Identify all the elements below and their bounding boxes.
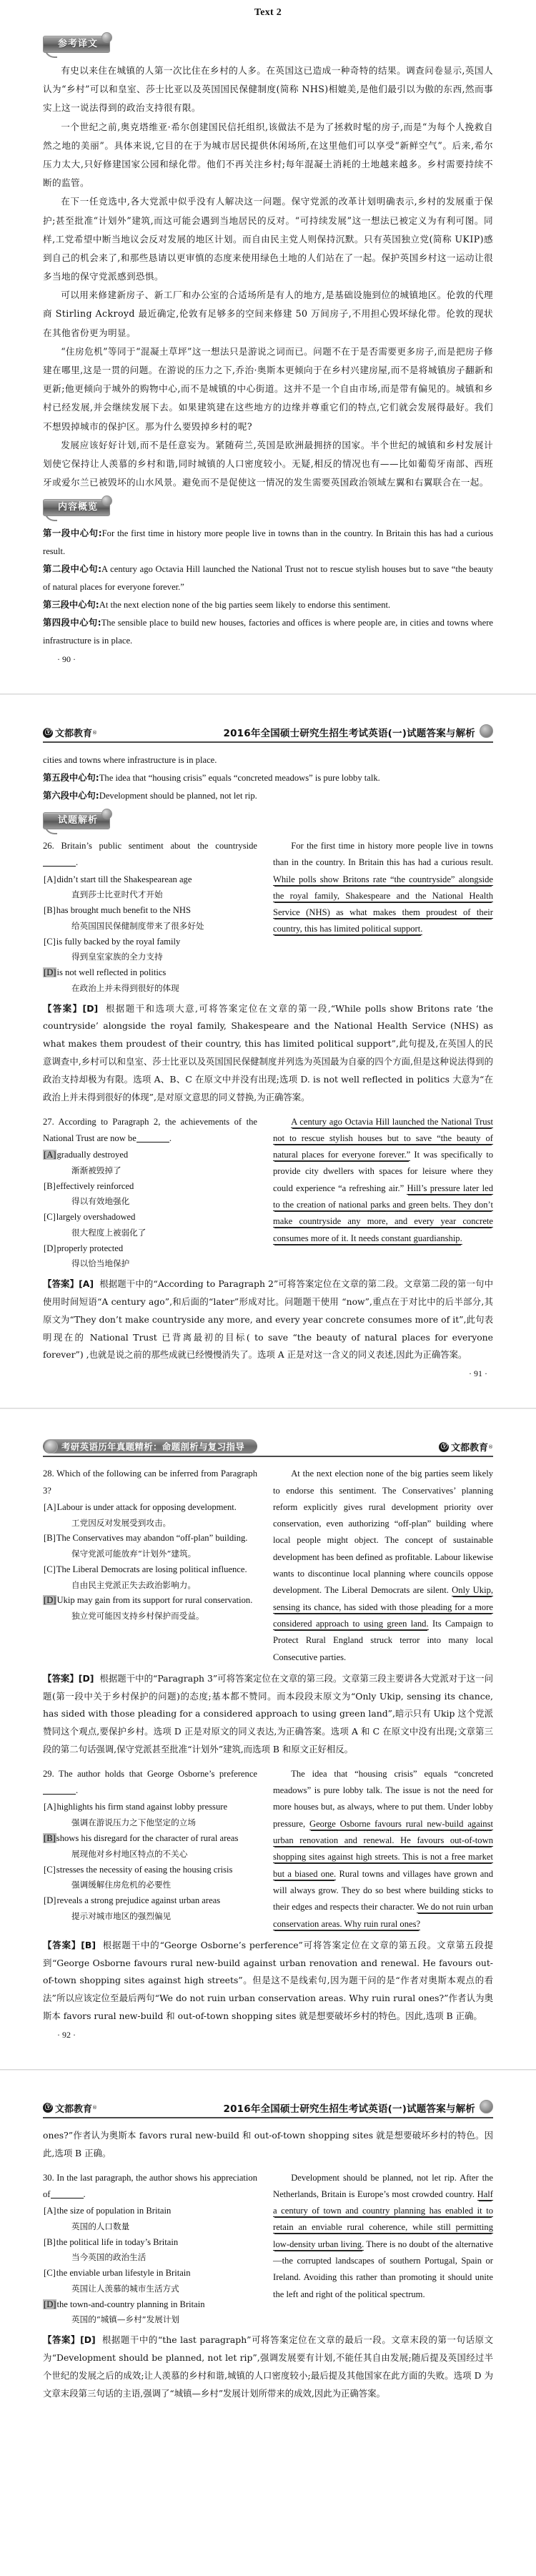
outline-sep: : xyxy=(97,618,101,628)
page-gap xyxy=(0,1409,536,1435)
option-a-translation: 工党因反对发展受到攻击。 xyxy=(71,1517,172,1528)
outline-label: 第三段中心句 xyxy=(43,600,96,611)
page-gap xyxy=(0,1382,536,1408)
option-d-translation: 提示对城市地区的强烈偏见 xyxy=(71,1910,172,1921)
page-gap xyxy=(0,668,536,694)
answer-explanation-27 xyxy=(43,1275,493,1364)
option-text: highlights his firm stand against lobby pressure xyxy=(56,1802,228,1812)
badge-dot-icon xyxy=(101,495,112,506)
outline-label: 第五段中心句 xyxy=(43,773,96,784)
outline-item xyxy=(43,596,493,614)
running-head-title xyxy=(223,723,493,739)
option-text: gradually destroyed xyxy=(56,1150,129,1160)
option-d[interactable] xyxy=(43,1892,257,1909)
option-tag-selected: [B] xyxy=(44,1832,56,1843)
outline-item xyxy=(43,561,493,596)
question-block-26 xyxy=(43,838,493,996)
option-tag: [B] xyxy=(44,1180,56,1191)
page-number: · 92 · xyxy=(57,2029,76,2040)
option-b[interactable] xyxy=(43,1830,257,1847)
outline-sep: : xyxy=(95,600,99,611)
option-text: stresses the necessity of easing the housing crisis xyxy=(56,1864,233,1875)
outline-text: cities and towns where infrastructure is in place. xyxy=(43,755,217,766)
answer-explanation-30 xyxy=(43,2331,493,2402)
outline-text: For the first time in history more people live in towns than in the country. In Britain this has had a curious result. xyxy=(43,528,493,557)
question-right-column xyxy=(273,1766,493,1933)
source-passage xyxy=(273,1114,493,1247)
option-tag: [C] xyxy=(44,936,56,947)
option-text: the political life in today’s Britain xyxy=(56,2236,179,2247)
outline-item xyxy=(43,525,493,561)
translation-paragraph: “住房危机”等同于“混凝土草坪”这一想法只是游说之词而已。问题不在于是否需要更多房子,而是把房子修建在哪里,这是一贯的问题。在游说的压力之下,乔治·奥斯本更倾向于在乡村兴建房屋,而不是将城镇房子翻新和更新;他更倾向于城外的购物中心,而不是城镇的中心街道。这并不是一个自由市场,而是带有偏见的。城镇和乡村已经发展,并会继续发展下去。如果建筑建在这些地方的边缘并尊重它们的特点,它们就会发展得最好。我们不想毁掉城市的保护区。那为什么要毁掉乡村的呢? xyxy=(43,345,493,432)
option-text: The Liberal Democrats are losing political influence. xyxy=(56,1564,247,1574)
answer-label: 【答案】 xyxy=(43,1672,79,1684)
option-a-translation: 直到莎士比亚时代才开始 xyxy=(71,889,163,900)
page-gap xyxy=(0,695,536,721)
translation-paragraph: 在下一任竞选中,各大党派中似乎没有人解决这一问题。保守党派的改革计划明确表示,乡村的发展重于保护;甚至批准“计划外”建筑,而这可能会遇到当地居民的反对。“可持续发展”这一想法已被定义为有利可图。同样,工党希望中断当地议会反对发展的地区计划。而自由民主党人则保持沉默。只有英国独立党(简称 UKIP)感到自己的机会来了,和那些恳请以更审慎的态度来使用绿色土地的人们站在了一起。保护英国乡村这一运动让很多当地的保守党派感到恐惧。 xyxy=(43,196,493,282)
badge-translation-label: 参考译文 xyxy=(58,39,99,49)
answer-blank xyxy=(43,866,76,867)
option-b-translation: 保守党派可能放弃“计划外”建筑。 xyxy=(71,1549,197,1559)
badge-dot-icon xyxy=(101,32,112,43)
page-93 xyxy=(0,2096,536,2403)
running-head-title-text: 2016年全国硕士研究生招生考试英语(一)试题答案与解析 xyxy=(223,728,475,740)
outline-sep: : xyxy=(98,528,102,539)
passage-highlight: Hill’s pressure later led to the creation of national parks and green belts. They don’t make countryside any more, and every year concrete consumes more of it. It needs constant guardianship. xyxy=(273,1183,494,1243)
question-stem xyxy=(43,838,257,872)
option-tag: [C] xyxy=(44,1864,56,1875)
answer-label: 【答案】 xyxy=(43,1939,81,1950)
option-tag: [D] xyxy=(44,1243,56,1253)
option-c[interactable] xyxy=(43,1209,257,1225)
passage-highlight: George Osborne favours rural new-build against urban renovation and renewal. He favours out-of-town shopping sites against high streets. This is not a free market but a biased one. xyxy=(273,1818,493,1879)
badge-overview-wrap xyxy=(43,499,493,520)
question-block-27 xyxy=(43,1114,493,1272)
answer-explanation-29-continued: ones?”作者认为奥斯本 favors rural new-build 和 out-of-town shopping sites 就是想要破坏乡村的特色。因此,选项 B 正确。 xyxy=(43,2129,493,2158)
question-left-column xyxy=(43,838,257,996)
option-text: reveals a strong prejudice against urban areas xyxy=(56,1895,221,1906)
option-d-translation: 独立党可能因支持乡村保护而受益。 xyxy=(71,1611,204,1622)
answer-body: 根据题干中的“George Osborne’s perference”可将答案定位在文章的第五段。文章第五段提到“George Osborne favours rural new-build against urban renovation and renewal. He favours out-of-town shopping sites against high streets”。但是这不是线索句,因为题干问的是“作者对奥斯本观点的看法”所以应该定位至最后两句“We do not ruin urban conservation areas. Why ruin rural ones?”作者认为奥斯本 favors rural new-build 和 out-of-town shopping sites 就是想要破坏乡村的特色。因此,选项 B 正确。 xyxy=(43,1939,494,2022)
option-b-translation: 给英国国民保健制度带来了很多好处 xyxy=(71,920,204,931)
brand-logo xyxy=(439,1440,493,1454)
option-text: Ukip may gain from its support for rural conservation. xyxy=(56,1595,253,1606)
page-gap xyxy=(0,2071,536,2096)
option-b[interactable] xyxy=(43,1178,257,1195)
passage-plain-tail: Its Campaign to Protect Rural England struck terror into many local Consecutive parties. xyxy=(273,1618,493,1662)
seal-icon xyxy=(480,2100,493,2113)
answer-explanation-26 xyxy=(43,1000,493,1107)
option-d-translation: 得以恰当地保护 xyxy=(71,1258,130,1269)
answer-label: 【答案】 xyxy=(43,1278,79,1290)
option-b[interactable] xyxy=(43,1530,257,1546)
option-a[interactable] xyxy=(43,1147,257,1163)
brand-logo-text: 文都教育 xyxy=(450,1443,488,1454)
question-stem-tail: . xyxy=(76,1785,79,1796)
answer-key: [D] xyxy=(80,2334,96,2346)
passage-highlight: Only Ukip, sensing its chance, has sided with those pleading for a more considered approach to using green land. xyxy=(273,1585,494,1629)
page-title: Text 2 xyxy=(254,7,282,18)
option-tag: [A] xyxy=(44,1501,56,1512)
option-c[interactable] xyxy=(43,1862,257,1878)
option-d-translation: 英国的“城镇—乡村”发展计划 xyxy=(71,2314,179,2325)
passage-plain-tail: There is no doubt of the alternative—the corrupted landscapes of southern Portugal, Spain or Ireland. Avoiding this rather than promoting it should unite the left and right of the political spectrum. xyxy=(273,2239,493,2299)
page-92 xyxy=(0,1435,536,2043)
outline-item-continuation xyxy=(43,751,493,769)
question-stem xyxy=(43,1114,257,1148)
brand-logo-icon: Ⓥ xyxy=(440,1442,447,1451)
outline-item xyxy=(43,787,493,805)
registered-mark-icon: ® xyxy=(92,729,98,736)
question-stem-text: According to Paragraph 2, the achievements of the National Trust are now be xyxy=(43,1116,257,1143)
answer-key: [D] xyxy=(78,1672,94,1684)
brand-logo-text: 文都教育 xyxy=(55,2103,93,2115)
source-passage xyxy=(273,1466,493,1666)
page-number: · 91 · xyxy=(469,1368,487,1379)
option-text: the size of population in Britain xyxy=(56,2206,172,2216)
question-left-column xyxy=(43,2170,257,2328)
answer-body: 根据题干和选项大意,可将答案定位在文章的第一段,“While polls show Britons rate ‘the countryside’ alongside the royal family, Shakespeare and the National Health Service (NHS) as what makes them proudest of their country, this has limited political support”,此句提及,在英国人的民意调查中,乡村可以和皇室、莎士比亚以及英国国民保健制度并列选为英国最为自豪的四个方面,但是这种说法得到的政治支持却极为有限。选项 A、B、C 在原文中并没有出现;选项 D. is not well reflected in politics 大意为“在政治上并未得到很好的体现”,是对原文意思的同义替换,为正确答案。 xyxy=(43,1002,493,1102)
translation-paragraph: 发展应该好好计划,而不是任意妄为。紧随荷兰,英国是欧洲最拥挤的国家。半个世纪的城镇和乡村发展计划使它保持让人羡慕的乡村和谐,同时城镇的人口密度较小。无疑,相反的情况也有——比如葡萄牙南部、西班牙或爱尔兰已被毁坏的山水风景。避免而不是促使这一情况的发生需要英国政治领域左翼和右翼联合在一起。 xyxy=(43,439,493,488)
running-head xyxy=(43,1435,493,1457)
question-number: 26. xyxy=(43,841,54,851)
outline-label: 第六段中心句 xyxy=(43,791,96,801)
option-text: the enviable urban lifestyle in Britain xyxy=(56,2268,191,2279)
question-number: 27. xyxy=(43,1116,54,1127)
source-passage xyxy=(273,838,493,938)
answer-blank xyxy=(51,2198,84,2199)
question-left-column xyxy=(43,1114,257,1272)
question-stem-text: In the last paragraph, the author shows his appreciation of xyxy=(43,2172,258,2199)
option-tag-selected: [D] xyxy=(44,967,56,978)
option-text: didn’t start till the Shakespearean age xyxy=(56,874,192,884)
passage-plain: The idea that “housing crisis” equals “concreted meadows” is pure lobby talk. The issue is not the need for more houses but, as always, where to put them. Under lobby pressure, xyxy=(273,1768,493,1829)
option-text: the town-and-country planning in Britain xyxy=(56,2299,205,2309)
question-stem-text: The author holds that George Osborne’s preference xyxy=(59,1768,257,1779)
running-head-pill-text: 考研英语历年真题精析：命题剖析与复习指导 xyxy=(61,1441,245,1453)
outline-label: 第一段中心句 xyxy=(43,528,99,539)
option-tag: [C] xyxy=(44,1564,56,1574)
running-head xyxy=(43,2096,493,2118)
source-passage xyxy=(273,1766,493,1933)
option-c-translation: 自由民主党派正失去政治影响力。 xyxy=(71,1579,196,1590)
question-stem xyxy=(43,1466,257,1499)
option-c-translation: 强调缓解住房危机的必要性 xyxy=(71,1880,172,1890)
option-tag: [A] xyxy=(44,1802,56,1812)
option-text: is not well reflected in politics xyxy=(56,967,167,978)
badge-analysis-label: 试题解析 xyxy=(58,815,99,826)
question-block-29 xyxy=(43,1766,493,1933)
badge-overview-label: 内容概览 xyxy=(58,502,99,513)
option-b-translation: 得以有效地强化 xyxy=(71,1196,130,1207)
seal-icon xyxy=(44,1440,58,1454)
question-number: 30. xyxy=(43,2172,54,2183)
brand-logo-icon: Ⓥ xyxy=(44,728,51,736)
answer-body: 根据题干中的“According to Paragraph 2”可将答案定位在文章的第二段。文章第二段的第一句中使用时间短语“A century ago”,和后面的“later”形成对比。问题题干使用 “now”,重点在于对比中的后半部分,其原文为“They don’t make countryside any more, and every year concrete consumes more of it”,此句表明现在的 National Trust 已背离最初的目标( to save “the beauty of natural places for everyone forever”) ,也就是说之前的那些成就已经慢慢消失了。选项 A 正是对这一含义的同义表述,因此为正确答案。 xyxy=(43,1278,493,1361)
answer-blank xyxy=(137,1142,169,1143)
question-number: 28. xyxy=(43,1469,54,1479)
outline-item xyxy=(43,769,493,787)
translation-paragraph: 有史以来住在城镇的人第一次比住在乡村的人多。在英国这已造成一种奇特的结果。调查问卷显示,英国人认为“乡村”可以和皇室、莎士比亚以及英国国民保健制度(简称 NHS)相媲美,是他们最引以为傲的东西,然而事实上这一说法得到的政治支持很有限。 xyxy=(43,65,493,114)
badge-translation xyxy=(43,36,110,53)
outline-sep: : xyxy=(98,564,102,575)
question-stem-text: Which of the following can be inferred from Paragraph 3? xyxy=(43,1469,258,1496)
option-tag: [B] xyxy=(44,2236,56,2247)
question-number: 29. xyxy=(43,1768,54,1779)
option-tag: [B] xyxy=(44,905,56,916)
passage-plain: It was specifically to provide city dwellers with spaces for leisure where they could experience “a refreshing air.” xyxy=(273,1150,493,1193)
option-tag: [C] xyxy=(44,2268,56,2279)
badge-dot-icon xyxy=(101,809,112,819)
option-tag-selected: [D] xyxy=(44,1595,56,1606)
answer-explanation-29 xyxy=(43,1937,493,2025)
translation-paragraph: 一个世纪之前,奥克塔维亚·希尔创建国民信托组织,该做法不是为了拯救时髦的房子,而是“为每个人挽救自然之地的美丽”。具体来说,它目的在于为城市居民提供休闲场所,在这里他们可以享受“新鲜空气”。后来,希尔压力太大,只好修建国家公园和绿化带。他们不再关注乡村;每年混凝土消耗的土地越来越多。乡村需要持续不断的监管。 xyxy=(43,121,493,189)
answer-key: [D] xyxy=(82,1002,99,1014)
option-tag: [D] xyxy=(44,1895,56,1906)
option-a[interactable] xyxy=(43,1799,257,1815)
answer-label: 【答案】 xyxy=(43,1002,83,1014)
question-stem-tail: . xyxy=(169,1132,172,1143)
running-head xyxy=(43,721,493,743)
option-a[interactable] xyxy=(43,2203,257,2219)
option-text: largely overshadowed xyxy=(56,1212,136,1223)
option-b-translation: 当今英国的政治生活 xyxy=(71,2252,147,2263)
option-c-translation: 很大程度上被弱化了 xyxy=(71,1227,147,1238)
translation-paragraph: 可以用来修建新房子、新工厂和办公室的合适场所是有人的地方,是基础设施到位的城镇地区。伦敦的代理商 Stirling Ackroyd 最近确定,伦敦有足够多的空间来修建 50 万间房子,不用担心毁坏绿化带。伦敦的现状在其他省份更为明显。 xyxy=(43,290,493,338)
option-c-translation: 英国让人羡慕的城市生活方式 xyxy=(71,2283,179,2294)
outline-sep: : xyxy=(95,773,99,784)
outline-text: The sensible place to build new houses, factories and offices is where people are, in cities and towns where infrastructure is in place. xyxy=(43,618,493,646)
option-text: Labour is under attack for opposing development. xyxy=(56,1501,237,1512)
registered-mark-icon: ® xyxy=(92,2105,98,2111)
option-a-translation: 强调在游说压力之下他坚定的立场 xyxy=(71,1817,196,1828)
question-block-30 xyxy=(43,2170,493,2328)
brand-logo xyxy=(43,726,97,739)
page-91 xyxy=(0,721,536,1382)
option-text: is fully backed by the royal family xyxy=(56,936,181,947)
option-tag: [C] xyxy=(44,1212,56,1223)
badge-overview xyxy=(43,499,110,516)
passage-highlight: While polls show Britons rate “the countryside” alongside the royal family, Shakespeare and the National Health Service (NHS) as what makes them proudest of their country, this has limited political support. xyxy=(273,874,493,934)
question-stem-text: Britain’s public sentiment about the countryside xyxy=(61,841,257,851)
registered-mark-icon: ® xyxy=(488,1444,493,1450)
passage-plain-tail: Rural towns and villages have grown and will always grow. They do so best where building sticks to their edges and respects their character. xyxy=(273,1868,493,1913)
option-d[interactable] xyxy=(43,964,257,981)
option-tag-selected: [D] xyxy=(44,2299,56,2309)
option-d[interactable] xyxy=(43,1240,257,1257)
answer-body: 根据题干中的“the last paragraph”可将答案定位在文章的最后一段。文章末段的第一句话原文为“Development should be planned, not let rip”,强调发展要有计划,不能任其自由发展;随后提及英国经过半个世纪的发展之后的成效;让人羡慕的乡村和谐,城镇的人口密度较小;最后提及其他国家在此方面的失败。选项 D 为文章末段第三句话的主语,强调了“城镇—乡村”发展计划所带来的成效,因此为正确答案。 xyxy=(43,2334,493,2399)
badge-translation-wrap xyxy=(43,36,493,57)
option-a[interactable] xyxy=(43,872,257,888)
option-c[interactable] xyxy=(43,934,257,950)
passage-highlight: A century ago Octavia Hill launched the National Trust not to rescue stylish houses but to save “the beauty of natural places for everyone forever.” xyxy=(273,1116,493,1160)
option-c[interactable] xyxy=(43,1561,257,1578)
option-text: effectively reinforced xyxy=(56,1180,134,1191)
page-gap xyxy=(0,2043,536,2069)
option-text: The Conservatives may abandon “off-plan” building. xyxy=(56,1533,248,1544)
outline-text: Development should be planned, not let rip. xyxy=(99,791,257,801)
question-right-column xyxy=(273,2170,493,2303)
brand-logo-icon: Ⓥ xyxy=(44,2103,51,2112)
option-a[interactable] xyxy=(43,1499,257,1516)
running-head-title-text: 2016年全国硕士研究生招生考试英语(一)试题答案与解析 xyxy=(223,2103,475,2115)
outline-text: The idea that “housing crisis” equals “concreted meadows” is pure lobby talk. xyxy=(99,773,380,784)
passage-plain: Development should be planned, not let rip. After the Netherlands, Britain is Europe’s most crowded country. xyxy=(273,2172,493,2199)
answer-explanation-28 xyxy=(43,1670,493,1759)
question-right-column xyxy=(273,838,493,938)
question-stem xyxy=(43,1766,257,1800)
option-b[interactable] xyxy=(43,902,257,919)
option-a-translation: 英国的人口数量 xyxy=(71,2221,130,2231)
option-text: properly protected xyxy=(56,1243,124,1253)
seal-icon xyxy=(480,724,493,738)
option-b[interactable] xyxy=(43,2234,257,2251)
option-d[interactable] xyxy=(43,2296,257,2313)
question-stem xyxy=(43,2170,257,2204)
running-head-title xyxy=(223,2098,493,2115)
badge-analysis xyxy=(43,812,110,829)
passage-plain: At the next election none of the big parties seem likely to endorse this sentiment. The Conservatives’ planning reform explicitly gives rural development priority over conservation, even authorizing “off-plan” building where local people might object. The concept of sustainable development has been defined as profitable. Labour likewise wants to discontinue local planning where councils oppose development. The Liberal Democrats are silent. xyxy=(273,1469,493,1596)
option-c-translation: 得到皇室家族的全力支持 xyxy=(71,952,163,962)
question-stem-tail: . xyxy=(83,2188,86,2199)
option-c[interactable] xyxy=(43,2265,257,2281)
badge-analysis-wrap xyxy=(43,812,493,834)
option-tag: [A] xyxy=(44,874,56,884)
brand-logo-text: 文都教育 xyxy=(55,729,93,740)
outline-text: At the next election none of the big parties seem likely to endorse this sentiment. xyxy=(99,600,391,611)
question-left-column xyxy=(43,1766,257,1924)
page-number: · 90 · xyxy=(57,654,76,665)
outline-item xyxy=(43,614,493,650)
option-tag: [B] xyxy=(44,1533,56,1544)
passage-highlight-2: We do not ruin urban conservation areas. Why ruin rural ones? xyxy=(273,1902,493,1929)
running-head-pill xyxy=(43,1439,257,1454)
brand-logo xyxy=(43,2101,97,2115)
source-passage xyxy=(273,2170,493,2303)
question-stem-tail: . xyxy=(76,857,79,868)
option-a-translation: 渐渐被毁掉了 xyxy=(71,1165,121,1175)
option-b-translation: 展现他对乡村地区特点的不关心 xyxy=(71,1848,188,1859)
option-tag-selected: [A] xyxy=(44,1150,56,1160)
option-d[interactable] xyxy=(43,1592,257,1609)
question-right-column xyxy=(273,1466,493,1666)
answer-key: [A] xyxy=(79,1278,94,1290)
answer-body: 根据题干中的“Paragraph 3”可将答案定位在文章的第三段。文章第三段主要讲各大党派对于这一问题(第一段中关于乡村保护的问题)的态度;基本都不赞同。而本段段末原文为“Only Ukip, sensing its chance, has sided with those pleading for a considered approach to using green land”,暗示只有 Ukip 这个党派赞同这个观点,要保护乡村。选项 D 正是对原文的同义表达,为正确答案。选项 A 和 C 在原文中没有出现;文章第三段的第二句话强调,保守党派甚至批准“计划外”建筑,而选项 B 和原文正好相反。 xyxy=(43,1672,493,1755)
outline-label: 第四段中心句 xyxy=(43,618,98,628)
question-block-28 xyxy=(43,1466,493,1666)
passage-plain: For the first time in history more people live in towns than in the country. In Britain this has had a curious result. xyxy=(273,841,493,868)
outline-sep: : xyxy=(95,791,99,801)
answer-blank xyxy=(43,1794,76,1795)
option-text: has brought much benefit to the NHS xyxy=(56,905,191,916)
option-tag: [A] xyxy=(44,2206,56,2216)
outline-text: A century ago Octavia Hill launched the National Trust not to rescue stylish houses but to save “the beauty of natural places for everyone forever.” xyxy=(43,564,493,593)
outline-label: 第二段中心句 xyxy=(43,564,99,575)
question-right-column xyxy=(273,1114,493,1247)
passage-highlight: Half a century of town and country planning has enabled it to retain an enviable rural coherence, while still permitting low-density urban living. xyxy=(273,2188,493,2249)
option-d-translation: 在政治上并未得到很好的体现 xyxy=(71,982,179,993)
page-90 xyxy=(0,0,536,668)
answer-label: 【答案】 xyxy=(43,2334,81,2346)
option-text: shows his disregard for the character of rural areas xyxy=(56,1832,239,1843)
question-left-column xyxy=(43,1466,257,1624)
answer-key: [B] xyxy=(81,1939,96,1950)
